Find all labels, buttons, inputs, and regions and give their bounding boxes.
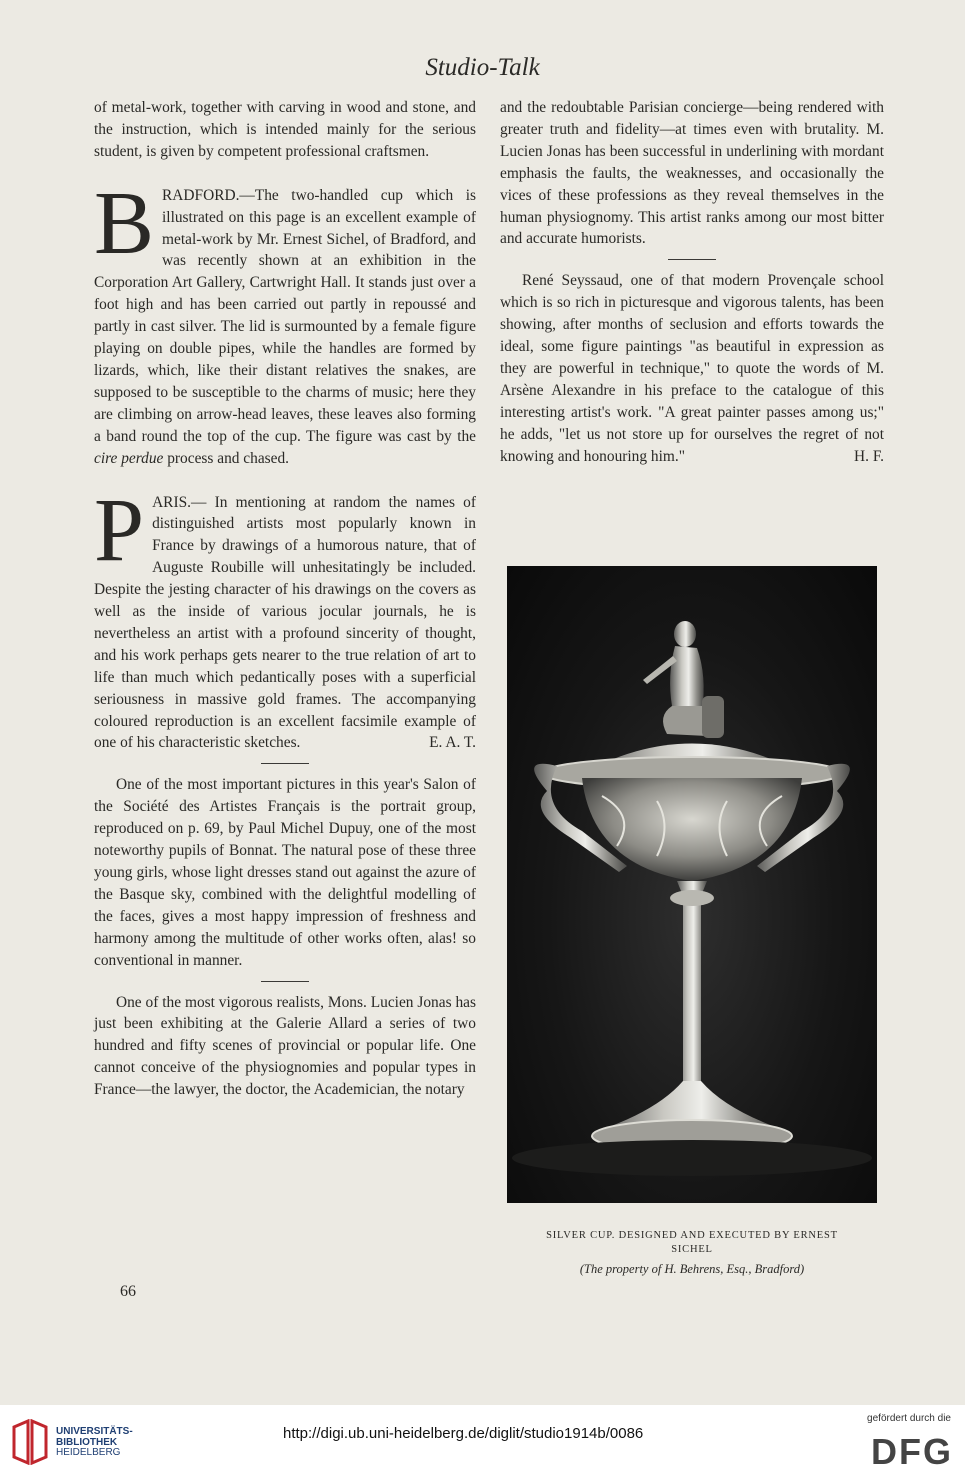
salon-paragraph: One of the most important pictures in this year's Salon of the Société des Artistes Français is the portrait group, reproduced on p. 69, by Paul Michel Dupuy, one of the most noteworthy pupils of Bonnat. The natural pose of these three young girls, whose light dresses stand out against the azure of the Basque sky, combined with the delightful modelling of the faces, gives a most happy impression of freshness and harmony among the multitude of other works often, alas! so conventional in manner. [94,776,476,969]
divider-rule [668,259,716,260]
cup-stem [677,881,707,1086]
library-line-1: UNIVERSITÄTS- [56,1426,133,1437]
digitization-footer [0,1405,965,1476]
intro-paragraph: of metal-work, together with carving in wood and stone, and the instruction, which is intended mainly for the serious student, is given by competent professional craftsmen. [94,99,476,160]
library-line-3: HEIDELBERG [56,1447,121,1458]
caption-line-2: SICHEL [671,1244,713,1255]
divider-rule [261,763,309,764]
caption-credit: (The property of H. Behrens, Esq., Bradford) [579,1262,805,1276]
jonas-paragraph: One of the most vigorous realists, Mons. Lucien Jonas has just been exhibiting at the Galerie Allard a series of two hundred and fifty scenes of provincial or popular life. One cannot conceive of the physiognomies and popular types in France—the lawyer, the doctor, the Academician, the notary [94,993,476,1099]
bradford-paragraph [94,173,476,470]
permalink-url[interactable]: http://digi.ub.uni-heidelberg.de/diglit/studio1914b/0086 [283,1425,644,1442]
university-library-logo-icon [10,1419,48,1465]
silver-cup-illustration [507,566,877,1203]
right-column [500,97,884,468]
paris-text: ARIS.— In mentioning at random the names of distinguished artists most popularly known in France by drawings of a humorous nature, that of Auguste Roubille will unhesitatingly be included. Despite the jesting character of his drawings on the covers as well as the inside of various jocular journals, he is nevertheless an artist with a profound sincerity of thought, and his work perhaps gets nearer to the true relation of art to life than much which pedantically poses with a superficial seriousness in massive gold frames. The accompanying coloured reproduction is an excellent facsimile example of one of his characteristic sketches. [94,493,476,752]
paris-signature: E. A. T. [429,734,476,752]
running-title: Studio-Talk [425,54,540,81]
right-signature: H. F. [854,447,884,465]
seyssaud-paragraph [500,270,884,467]
library-name [56,1427,133,1459]
page-number: 66 [120,1283,136,1300]
dropcap-p: P [94,480,145,580]
divider-rule [261,981,309,982]
bradford-italic: cire perdue [94,449,164,467]
left-column [94,97,476,1101]
silver-cup-photograph [507,566,877,1203]
plate-caption [500,1229,884,1277]
bradford-tail: process and chased. [167,449,290,467]
continuation-paragraph: and the redoubtable Parisian concierge—being rendered with greater truth and fidelity—at times even with brutality. M. Lucien Jonas has been successful in underlining with mordant emphasis the faults, the weaknesses, and occasionally the vices of these professions as they reveal themselves in the human physiognomy. This artist ranks among our most bitter and accurate humorists. [500,99,884,248]
seyssaud-text: René Seyssaud, one of that modern Provençale school which is so rich in picturesque and vigorous talents, has been showing, after months of seclusion and efforts towards the ideal, some figure paintings "as beautiful in expression as they are powerful in technique," to quote the words of M. Arsène Alexandre in his preface to the catalogue of this interesting artist's work. "A great painter passes among us;" he adds, "let us not store up for ourselves the regret of not knowing and honouring him." [500,272,884,465]
dfg-logo: DFG [871,1431,953,1472]
library-line-2: BIBLIOTHEK [56,1436,118,1448]
pipe-player-figure [643,621,724,738]
bradford-text: RADFORD.—The two-handled cup which is illustrated on this page is an excellent example of metal-work by Mr. Ernest Sichel, of Bradford, and was recently shown at an exhibition in the Corporation Art Gallery, Cartwright Hall. It stands just over a foot high and has been carried out partly in repoussé and partly in cast silver. The lid is surmounted by a female figure playing on double pipes, while the handles are formed by lizards, which, like their distant relatives the snakes, are supposed to be susceptible to the charms of music; here they are climbing on arrow-head leaves, these leaves also forming a band round the top of the cup. The figure was cast by the [94,186,476,445]
caption-line-1: SILVER CUP. DESIGNED AND EXECUTED BY ERNEST [546,1230,838,1241]
funded-by-label: gefördert durch die [867,1413,951,1424]
paris-paragraph [94,480,476,755]
dropcap-b: B [94,173,155,273]
